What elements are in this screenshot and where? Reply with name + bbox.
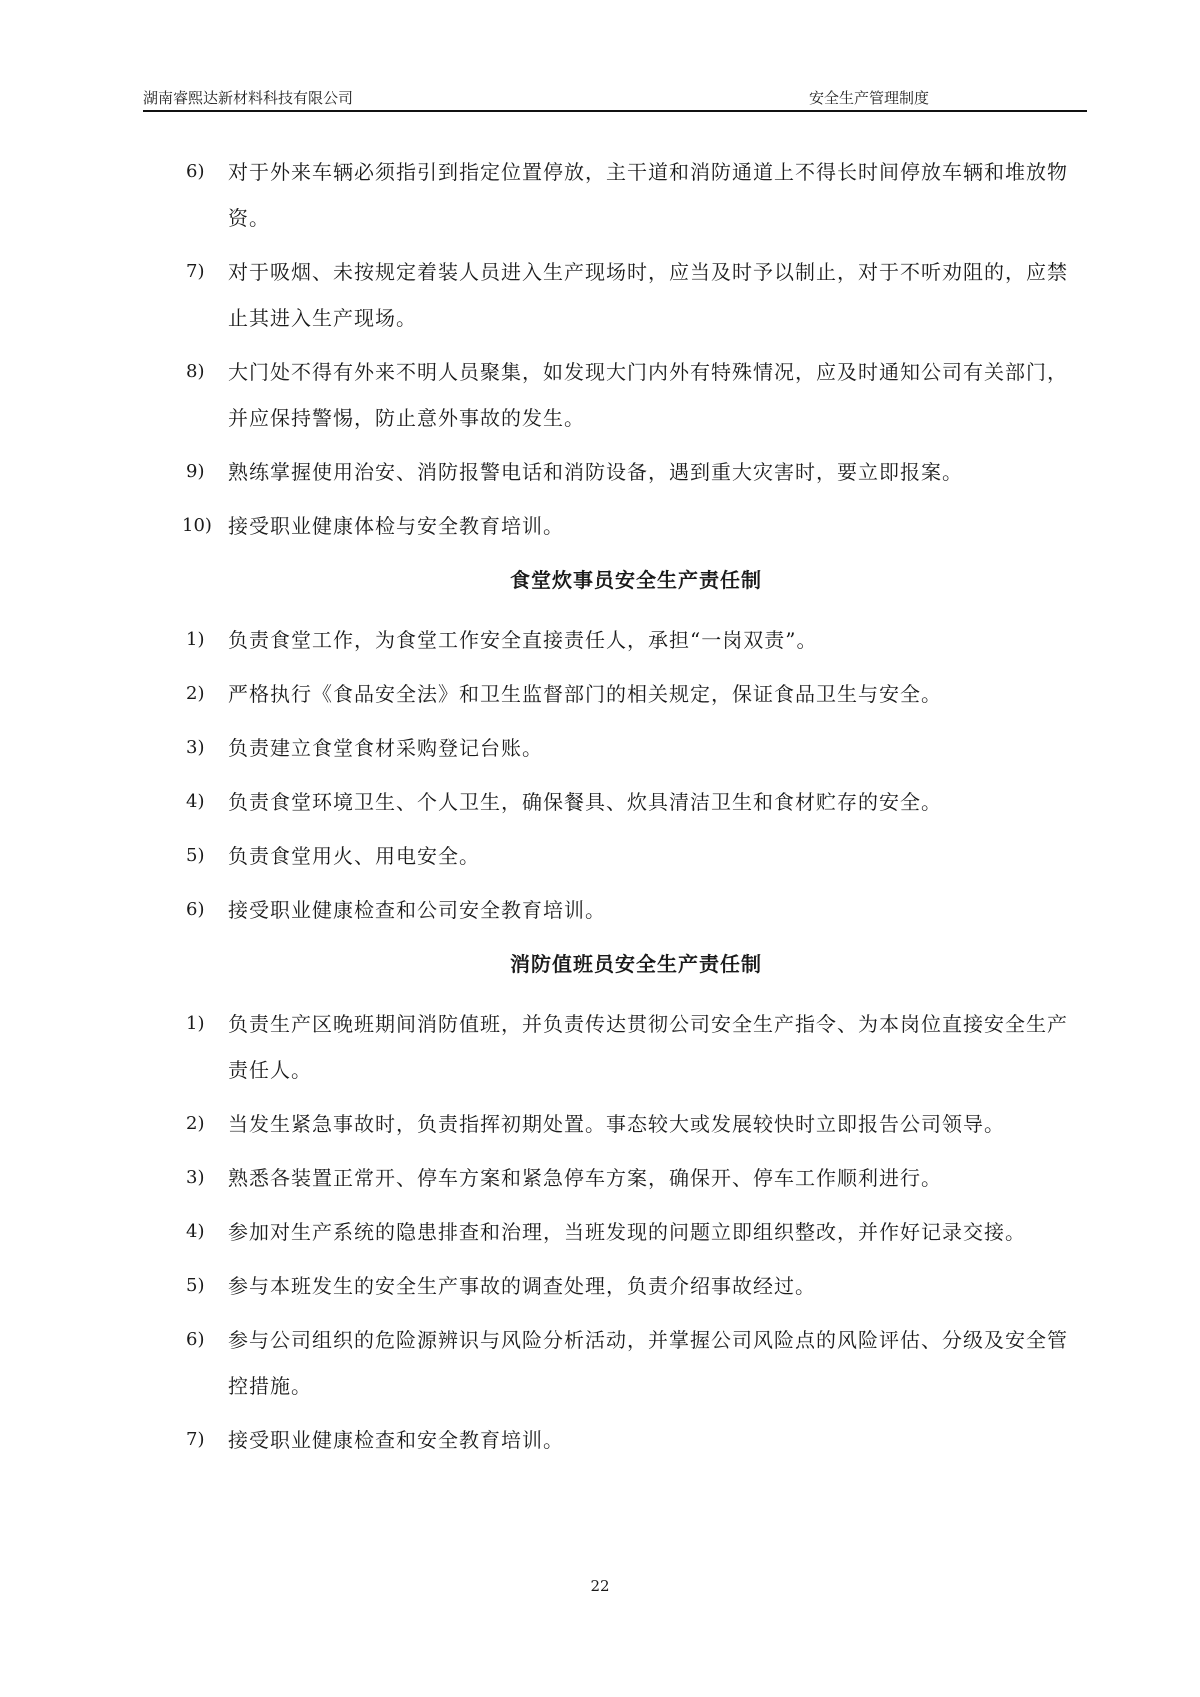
list-item (186, 1101, 1086, 1147)
list-item (186, 1417, 1086, 1463)
list-item (186, 349, 1086, 441)
item-text: 熟悉各装置正常开、停车方案和紧急停车方案，确保开、停车工作顺利进行。 (228, 1166, 942, 1190)
list-item (186, 1001, 1086, 1093)
item-number: 6) (186, 1329, 205, 1350)
item-number: 8) (186, 361, 205, 382)
list-item (186, 1317, 1086, 1409)
company-name: 湖南睿熙达新材料科技有限公司 (143, 89, 354, 107)
list-item (186, 725, 1086, 771)
item-number: 2) (186, 683, 205, 704)
document-title: 安全生产管理制度 (809, 89, 930, 107)
item-text: 接受职业健康体检与安全教育培训。 (228, 514, 564, 538)
list-item (186, 833, 1086, 879)
item-text: 参加对生产系统的隐患排查和治理，当班发现的问题立即组织整改，并作好记录交接。 (228, 1220, 1026, 1244)
item-text: 对于外来车辆必须指引到指定位置停放，主干道和消防通道上不得长时间停放车辆和堆放物资。 (228, 160, 1068, 230)
item-text: 接受职业健康检查和安全教育培训。 (228, 1428, 564, 1452)
section-title-canteen: 食堂炊事员安全生产责任制 (510, 568, 762, 592)
list-item (186, 887, 1086, 933)
item-number: 6) (186, 161, 205, 182)
item-text: 严格执行《食品安全法》和卫生监督部门的相关规定，保证食品卫生与安全。 (228, 682, 942, 706)
item-text: 负责食堂环境卫生、个人卫生，确保餐具、炊具清洁卫生和食材贮存的安全。 (228, 790, 942, 814)
item-number: 10) (182, 515, 212, 536)
page-header (143, 84, 1087, 110)
item-number: 1) (186, 1013, 205, 1034)
list-item (186, 149, 1086, 241)
item-number: 2) (186, 1113, 205, 1134)
item-text: 负责生产区晚班期间消防值班，并负责传达贯彻公司安全生产指令、为本岗位直接安全生产责任人。 (228, 1012, 1068, 1082)
list-item (186, 617, 1086, 663)
list-item (186, 671, 1086, 717)
item-number: 5) (186, 1275, 205, 1296)
item-text: 参与本班发生的安全生产事故的调查处理，负责介绍事故经过。 (228, 1274, 816, 1298)
item-text: 接受职业健康检查和公司安全教育培训。 (228, 898, 606, 922)
page-number: 22 (590, 1577, 610, 1595)
item-number: 4) (186, 1221, 205, 1242)
item-text: 负责食堂用火、用电安全。 (228, 844, 480, 868)
item-text: 大门处不得有外来不明人员聚集，如发现大门内外有特殊情况，应及时通知公司有关部门，并应保持警惕，防止意外事故的发生。 (228, 360, 1068, 430)
item-text: 负责建立食堂食材采购登记台账。 (228, 736, 543, 760)
item-number: 9) (186, 461, 205, 482)
list-item (186, 1263, 1086, 1309)
section-title-fire-duty: 消防值班员安全生产责任制 (510, 952, 762, 976)
list-item (186, 1155, 1086, 1201)
item-number: 7) (186, 1429, 205, 1450)
list-item (186, 449, 1086, 495)
item-number: 5) (186, 845, 205, 866)
list-item (186, 1209, 1086, 1255)
item-text: 当发生紧急事故时，负责指挥初期处置。事态较大或发展较快时立即报告公司领导。 (228, 1112, 1005, 1136)
item-text: 对于吸烟、未按规定着装人员进入生产现场时，应当及时予以制止，对于不听劝阻的，应禁止其进入生产现场。 (228, 260, 1068, 330)
list-item (182, 503, 1086, 549)
item-number: 3) (186, 737, 205, 758)
item-text: 负责食堂工作，为食堂工作安全直接责任人，承担“一岗双责”。 (228, 628, 818, 652)
item-number: 6) (186, 899, 205, 920)
item-number: 4) (186, 791, 205, 812)
item-number: 1) (186, 629, 205, 650)
item-number: 3) (186, 1167, 205, 1188)
list-item (186, 249, 1086, 341)
item-text: 熟练掌握使用治安、消防报警电话和消防设备，遇到重大灾害时，要立即报案。 (228, 460, 963, 484)
item-text: 参与公司组织的危险源辨识与风险分析活动，并掌握公司风险点的风险评估、分级及安全管控措施。 (228, 1328, 1068, 1398)
header-divider (143, 110, 1087, 112)
list-item (186, 779, 1086, 825)
item-number: 7) (186, 261, 205, 282)
document-body (182, 149, 1086, 1471)
